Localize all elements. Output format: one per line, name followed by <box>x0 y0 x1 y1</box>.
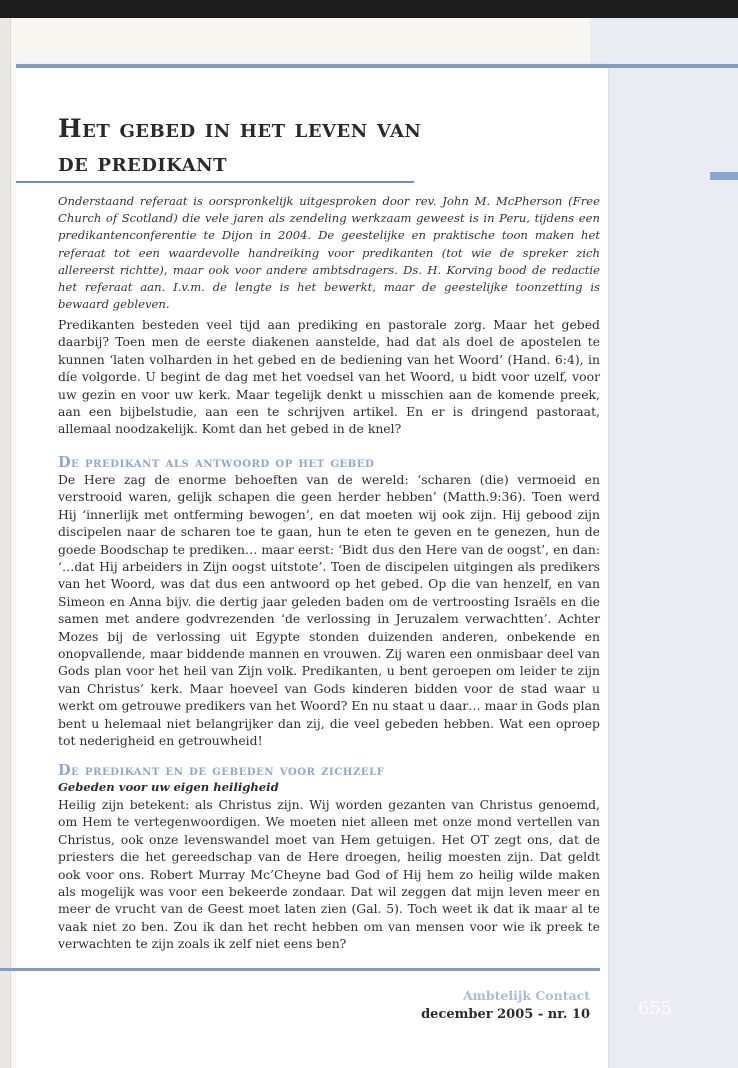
section-heading-2: De predikant en de gebeden voor zichzelf <box>58 762 385 779</box>
page-gutter <box>0 18 11 1068</box>
subheading: Gebeden voor uw eigen heiligheid <box>58 780 279 794</box>
footer-issue: december 2005 - nr. 10 <box>421 1007 590 1022</box>
title-underline <box>16 181 414 183</box>
article-title: Het gebed in het leven van de predikant <box>58 114 422 177</box>
paragraph-3: Heilig zijn betekent: als Christus zijn. Wij worden gezanten van Christus genoemd, om Hem te vertegenwoordigen. We moeten niet alleen met onze mond vertellen van Christus, ook onze levenswandel moet van Hem getuigen. Het OT zegt ons, dat de priesters die het gereedschap van de Here droegen, heilig moesten zijn. Dat geldt ook voor ons. Robert Murray Mc’Cheyne bad God of Hij hem zo heilig wilde maken als mogelijk was voor een bekeerde zondaar. Dat wil zeggen dat mijn leven meer en meer de vrucht van de Geest moet laten zien (Gal. 5). Toch weet ik dat ik maar al te vaak niet zo ben. Zou ik dan het recht hebben om van mensen voor wie ik preek te verwachten te zijn zoals ik zelf niet eens ben? <box>58 797 600 952</box>
paragraph-1: Predikanten besteden veel tijd aan prediking en pastorale zorg. Maar het gebed daarbij? Toen men de eerste diakenen aanstelde, had dat als doel de apostelen te kunnen ‘laten volharden in het gebed en de bediening van het Woord’ (Hand. 6:4), in díe volgorde. U begint de dag met het voedsel van het Woord, u bidt voor uzelf, voor uw gezin en voor uw kerk. Maar tegelijk denkt u misschien aan de komende preek, aan een bijbelstudie, aan een te schrijven artikel. En er is dringend pastoraat, allemaal noodzakelijk. Komt dan het gebed in de knel? <box>58 317 600 437</box>
section-heading-1: De predikant als antwoord op het gebed <box>58 454 375 471</box>
top-rule <box>16 64 738 68</box>
paragraph-2: De Here zag de enorme behoeften van de wereld: ‘scharen (die) vermoeid en verstrooid waren, gelijk schapen die geen herder hebben’ (Matth.9:36). Toen werd Hij ‘innerlijk met ontferming bewogen’, en dat moeten wij ook zijn. Hij gebood zijn discipelen naar de scharen toe te gaan, hun te eten te geven en te genezen, hun de goede Boodschap te prediken… maar eerst: ‘Bidt dus den Here van de oogst’, en dan: ‘…dat Hij arbeiders in Zijn oogst uitstote’. Toen de discipelen uitgingen als predikers van het Woord, was dat dus een antwoord op het gebed. Op die van henzelf, en van Simeon en Anna bijv. die dertig jaar geleden baden om de vertroosting Israëls en die samen met andere godvrezenden ‘de verlossing in Jeruzalem verwachtten’. Achter Mozes bij de verlossing uit Egypte stonden duizenden anderen, onbekende en onopvallende, maar biddende mannen en vrouwen. Zij waren een onmisbaar deel van Gods plan voor het heil van Zijn volk. Predikanten, u bent geroepen om leider te zijn van Christus’ kerk. Maar hoeveel van Gods kinderen bidden voor de stad waar u werkt om getrouwe predikers van het Woord? En nu staat u daar… maar in Gods plan bent u helemaal niet belangrijker dan zij, die veel gebeden hebben. Wat een oproep tot nederigheid en getrouwheid! <box>58 472 600 749</box>
article-intro: Onderstaand referaat is oorspronkelijk uitgesproken door rev. John M. McPherson (Free Church of Scotland) die vele jaren als zendeling werkzaam geweest is in Peru, tijdens een predikantenconferentie te Dijon in 2004. De geestelijke en praktische toon maken het referaat tot een waardevolle handreiking voor predikanten (tot wie de spreker zich allereerst richtte), maar ook voor andere ambtsdragers. Ds. H. Korving bood de redactie het referaat aan. I.v.m. de lengte is het bewerkt, maar de geestelijke toonzetting is bewaard gebleven. <box>58 194 600 312</box>
page-number: 655 <box>637 998 673 1019</box>
scan-top-border <box>0 0 738 18</box>
footer-magazine-name: Ambtelijk Contact <box>462 988 590 1003</box>
bottom-rule <box>0 968 600 971</box>
side-accent-tab <box>710 172 738 180</box>
